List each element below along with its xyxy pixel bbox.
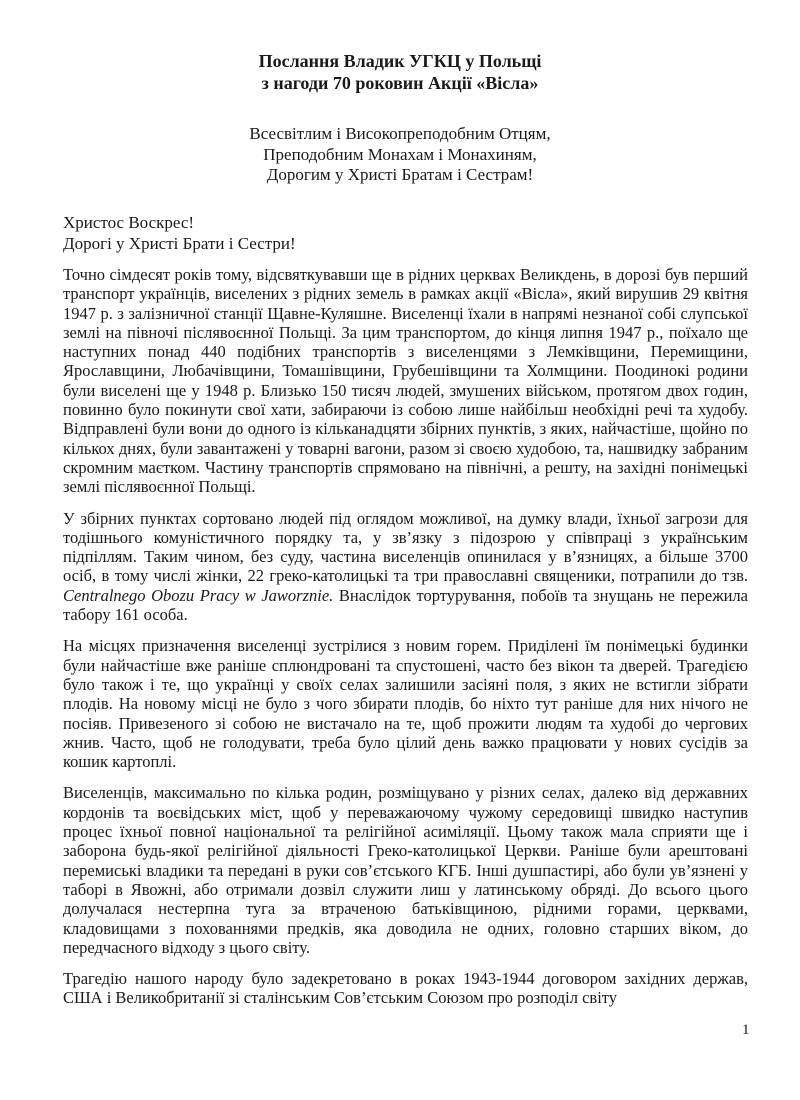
letter-title — [0, 50, 800, 94]
paragraph-1: Точно сімдесят років тому, відсвяткувавши ще в рідних церквах Великдень, в дорозі був перший транспорт українців, виселених з рідних земель в рамках акції «Вісла», який вирушив 29 квітня 1947 р. з залізничної станції Щавне-Куляшне. Виселенці їхали в напрямі незнаної собі слупської землі на півночі післявоєнної Польщі. За цим транспортом, до кінця липня 1947 р., поїхало ще наступних понад 440 подібних транспортів з виселенцями з Лемківщини, Перемищини, Ярославщини, Любачівщини, Томашівщини, Грубешівщини та Холмщини. Поодинокі родини були виселені ще у 1948 р. Близько 150 тисяч людей, змушених військом, протягом двох годин, повинно було покинути свої хати, забираючи із собою лише найбільш необхідні речі та худобу. Відправлені були вони до одного із кільканадцяти збірних пунктів, з яких, найчастіше, щойно по кількох днях, були завантажені у товарні вагони, разом зі своєю худобою, та, нашвидку забраним скромним маєтком. Частину транспортів спрямовано на північні, а решту, на західні понімецькі землі післявоєнної Польщі. — [63, 265, 748, 497]
paragraph-5: Трагедію нашого народу було задекретовано в роках 1943-1944 договором західних держав, США і Великобританії зі сталінським Сов’єтським Союзом про розподіл світу — [63, 969, 748, 1008]
page-number: 1 — [742, 1022, 750, 1038]
paragraph-4: Виселенців, максимально по кілька родин, розміщувано у різних селах, далеко від державних кордонів та воєвідських міст, щоб у переважаючому чужому середовищі швидко наступив процес їхньої повної національної та релігійної асиміляції. Цьому також мала сприяти ще і заборона будь-якої релігійної діяльності Греко-католицької Церкви. Раніше були арештовані перемиські владики та передані в руки сов’єтського КГБ. Інші душпастирі, або були ув’язнені у таборі в Явожні, або отримали дозвіл служити лиш у латинському обряді. До всього цього долучалася нестерпна туга за втраченою батьківщиною, рідними горами, церквами, кладовищами з похованнями предків, яка доводила не одних, головно старших віком, до передчасного відходу з цього світу. — [63, 783, 748, 957]
paragraph-3: На місцях призначення виселенці зустрілися з новим горем. Приділені їм понімецькі будинки були найчастіше вже раніше сплюндровані та спустошені, часто без вікон та дверей. Трагедією було також і те, що українці у своїх селах залишили засіяні поля, з яких не встигли зібрати плодів. На новому місці не було з чого збирати плодів, бо ніхто тут раніше для них нічого не посіяв. Привезеного зі собою не вистачало на те, щоб прожити людям та худобі до чергових жнив. Часто, щоб не голодувати, треба було цілий день важко працювати у нових сусідів за кошик картоплі. — [63, 636, 748, 772]
paragraph-2-text-b: Внаслідок тортурування, побоїв та знущань не пережила табору 161 особа. — [63, 585, 748, 625]
address-line-2: Преподобним Монахам і Монахиням, — [263, 144, 537, 164]
letter-body — [63, 265, 748, 1020]
address-line-1: Всесвітлим і Високопреподобним Отцям, — [249, 124, 551, 143]
title-line-2: з нагоди 70 роковин Акції «Вісла» — [261, 73, 539, 93]
greeting-block — [63, 213, 763, 254]
paragraph-2-text-a: У збірних пунктах сортовано людей під оглядом можливої, на думку влади, їхньої загрози для тодішнього комуністичного порядку та, у зв’язку з підозрою у співпраці з українським підпіллям. Таким чином, без суду, частина виселенців опинилася у в’язницях, а більше 3700 осіб, в тому числі жінки, 22 греко-католицькі та три православні священики, потрапили до тзв. — [63, 508, 748, 586]
address-line-3: Дорогим у Христі Братам і Сестрам! — [266, 165, 534, 184]
address-block — [0, 124, 800, 186]
greeting-line-1: Христос Воскрес! — [63, 213, 195, 232]
camp-name-italic: Centralnego Obozu Pracy w Jaworznie. — [63, 585, 334, 605]
greeting-line-2: Дорогі у Христі Брати і Сестри! — [63, 233, 296, 253]
title-line-1: Послання Владик УГКЦ у Польщі — [258, 51, 542, 71]
paragraph-2 — [63, 509, 748, 625]
